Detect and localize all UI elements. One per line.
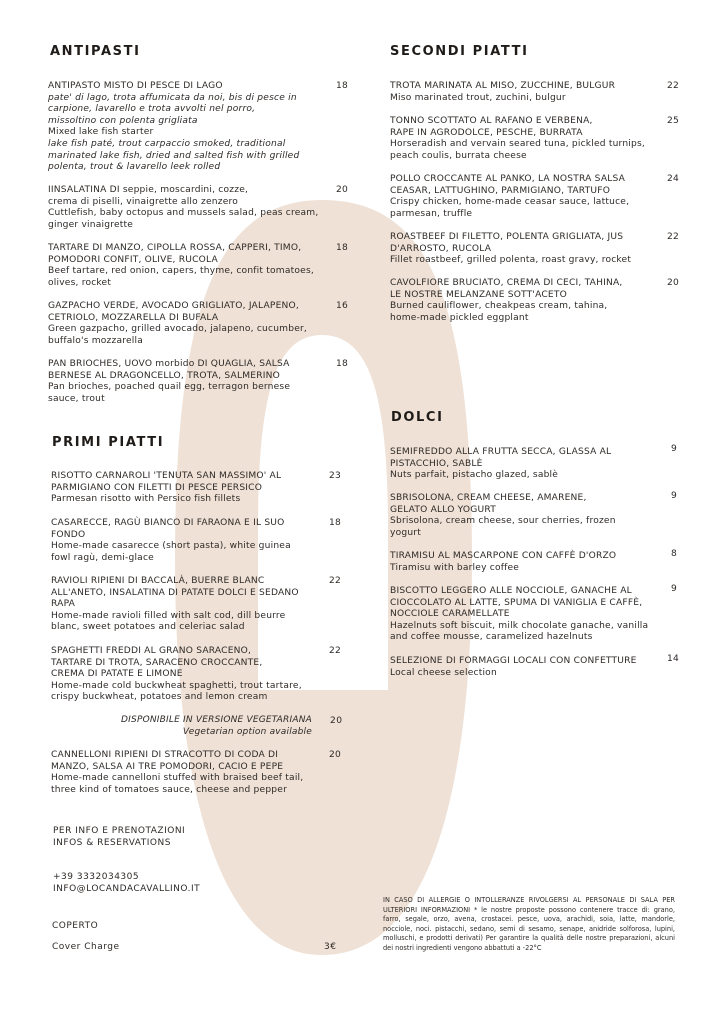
dolci-title: DOLCI xyxy=(391,410,444,425)
dish-price: 9 xyxy=(671,444,677,454)
menu-item xyxy=(51,750,351,796)
secondi-title: SECONDI PIATTI xyxy=(390,44,529,59)
dish-price: 16 xyxy=(336,301,348,311)
dish-description-en: Horseradish and vervain seared tuna, pickled turnips, peach coulis, burrata cheese xyxy=(390,139,646,161)
menu-item xyxy=(48,243,348,289)
dish-description-en: Home-made ravioli filled with salt cod, dill beurre blanc, sweet potatoes and celeriac salad xyxy=(51,610,286,633)
dish-name: RAVIOLI RIPIENI DI BACCALÀ, BUERRE BLANC ALL'ANETO, INSALATINA DI PATATE DOLCI E SEDANO RAPA xyxy=(51,576,299,610)
menu-item xyxy=(48,301,348,347)
reservations-heading-it: PER INFO E PRENOTAZIONI xyxy=(53,826,186,836)
dish-price: 22 xyxy=(329,646,341,656)
dish-name: SPAGHETTI FREDDI AL GRANO SARACENO, TARTARE DI TROTA, SARACENO CROCCANTE, CREMA DI PATATE E LIMONE xyxy=(51,646,263,680)
dish-price: 25 xyxy=(667,116,679,126)
menu-item xyxy=(48,359,348,405)
dish-description-en: Green gazpacho, grilled avocado, jalapeno, cucumber, buffalo's mozzarella xyxy=(48,324,308,346)
dish-name: CANNELLONI RIPIENI DI STRACOTTO DI CODA DI MANZO, SALSA AI TRE POMODORI, CACIO E PEPE xyxy=(51,750,284,772)
vegetarian-note-en: Vegetarian option available xyxy=(182,726,312,737)
dish-name: PAN BRIOCHES, UOVO morbido DI QUAGLIA, SALSA BERNESE AL DRAGONCELLO, TROTA, SALMERINO xyxy=(48,359,290,381)
menu-item xyxy=(390,493,685,539)
dish-description-en: Parmesan risotto with Persico fish fillets xyxy=(51,494,241,505)
dish-name: IINSALATINA DI seppie, moscardini, cozze, xyxy=(48,185,249,195)
dish-name: RISOTTO CARNAROLI 'TENUTA SAN MASSIMO' AL PARMIGIANO CON FILETTI DI PESCE PERSICO xyxy=(51,471,282,493)
menu-item xyxy=(51,471,351,506)
dish-description-en: Home-made cannelloni stuffed with braised beef tail, three kind of tomatoes sauce, cheese and pepper xyxy=(51,773,304,795)
dish-description-it: pate' di lago, trota affumicata da noi, bis di pesce in carpione, lavarello e trota avvolti nel porro, missoltino con polenta grigliata xyxy=(48,92,297,126)
dish-price: 22 xyxy=(667,81,679,91)
dish-description-en: Burned cauliflower, cheakpeas cream, tahina, home-made pickled eggplant xyxy=(390,301,608,323)
dish-description-en: Miso marinated trout, zuchini, bulgur xyxy=(390,92,566,103)
dish-name: TIRAMISU AL MASCARPONE CON CAFFÈ D'ORZO xyxy=(390,551,617,561)
menu-item xyxy=(51,646,351,704)
dish-price: 9 xyxy=(671,491,677,501)
dish-description-en: Sbrisolona, cream cheese, sour cherries, frozen yogurt xyxy=(390,516,616,538)
vegetarian-note xyxy=(95,715,312,738)
menu-item xyxy=(390,444,685,482)
menu-item xyxy=(390,586,685,644)
allergen-note: IN CASO DI ALLERGIE O INTOLLERANZE RIVOLGERSI AL PERSONALE DI SALA PER ULTERIORI INFORMAZIONI * le nostre proposte possono contenere tracce di: grano, farro, segale, orzo, avena, crostacei. pesce, uova, arachidi, soia, latte, mandorle, nocciole, noci. pistacchi, sedano, semi di sesamo, senape, anidride solforosa, lupini, molluschi, e prodotti derivati) Per garantire la qualità delle nostre preparazioni, alcuni dei nostri ingredienti vengono abbattuti a -22°C xyxy=(383,896,675,952)
dish-price: 18 xyxy=(336,81,348,91)
dish-description-en: Home-made casarecce (short pasta), white guinea fowl ragù, demi-glace xyxy=(51,541,291,563)
email-address[interactable]: INFO@LOCANDACAVALLINO.IT xyxy=(53,884,201,894)
dish-price: 22 xyxy=(667,232,679,242)
dish-name: ANTIPASTO MISTO DI PESCE DI LAGO xyxy=(48,81,223,91)
menu-item xyxy=(51,518,351,564)
dish-name: TONNO SCOTTATO AL RAFANO E VERBENA, RAPE IN AGRODOLCE, PESCHE, BURRATA xyxy=(390,116,593,138)
menu-item xyxy=(48,81,348,174)
dish-price: 14 xyxy=(667,654,679,664)
dish-price: 23 xyxy=(329,471,341,481)
dish-price: 20 xyxy=(336,185,348,195)
dish-description-en: Local cheese selection xyxy=(390,667,497,678)
dish-description-en: Beef tartare, red onion, capers, thyme, confit tomatoes, olives, rocket xyxy=(48,266,314,288)
dish-name-en: Mixed lake fish starter xyxy=(48,127,154,138)
dish-description-en: Nuts parfait, pistacho glazed, sablè xyxy=(390,470,559,481)
dish-description-en: Hazelnuts soft biscuit, milk chocolate ganache, vanilla and coffee mousse, caramelized hazelnuts xyxy=(390,620,649,643)
antipasti-title: ANTIPASTI xyxy=(50,44,141,59)
dish-price: 18 xyxy=(336,243,348,253)
vegetarian-note-it: DISPONIBILE IN VERSIONE VEGETARIANA xyxy=(121,715,312,725)
menu-item xyxy=(51,576,351,634)
vegetarian-price: 20 xyxy=(330,716,343,726)
dish-price: 22 xyxy=(329,576,341,586)
dish-name: SBRISOLONA, CREAM CHEESE, AMARENE, GELATO ALLO YOGURT xyxy=(390,493,587,515)
dish-description-it: crema di piselli, vinaigrette allo zenzero xyxy=(48,196,239,207)
menu-item xyxy=(390,81,685,104)
menu-item xyxy=(390,278,685,324)
dish-price: 8 xyxy=(671,549,677,559)
phone-number[interactable]: +39 3332034305 xyxy=(53,872,140,882)
dish-name: BISCOTTO LEGGERO ALLE NOCCIOLE, GANACHE AL CIOCCOLATO AL LATTE, SPUMA DI VANIGLIA E CAFFÈ, NOCCIOLE CARAMELLATE xyxy=(390,586,643,620)
dish-description-en: Tiramisu with barley coffee xyxy=(390,562,520,573)
cover-charge-label: Cover Charge xyxy=(52,942,120,952)
dish-name: SEMIFREDDO ALLA FRUTTA SECCA, GLASSA AL PISTACCHIO, SABLÈ xyxy=(390,447,612,469)
dish-name: POLLO CROCCANTE AL PANKO, LA NOSTRA SALSA CEASAR, LATTUGHINO, PARMIGIANO, TARTUFO xyxy=(390,174,626,196)
dish-description-en: Crispy chicken, home-made ceasar sauce, lattuce, parmesan, truffle xyxy=(390,197,630,219)
dish-description-en: Pan brioches, poached quail egg, terragon bernese sauce, trout xyxy=(48,382,291,404)
coperto-label: COPERTO xyxy=(52,921,99,931)
reservations-info xyxy=(53,825,185,849)
dish-price: 20 xyxy=(667,278,679,288)
menu-item xyxy=(390,551,685,574)
menu-item xyxy=(390,656,685,679)
dish-name: GAZPACHO VERDE, AVOCADO GRIGLIATO, JALAPENO, CETRIOLO, MOZZARELLA DI BUFALA xyxy=(48,301,299,323)
dish-price: 24 xyxy=(667,174,679,184)
menu-item xyxy=(48,185,348,231)
dish-description-en: Fillet roastbeef, grilled polenta, roast gravy, rocket xyxy=(390,255,632,266)
dish-name: TROTA MARINATA AL MISO, ZUCCHINE, BULGUR xyxy=(390,81,616,91)
dish-description-en: Home-made cold buckwheat spaghetti, trout tartare, crispy buckwheat, potatoes and lemon cream xyxy=(51,680,302,703)
dish-name: CAVOLFIORE BRUCIATO, CREMA DI CECI, TAHINA, LE NOSTRE MELANZANE SOTT'ACETO xyxy=(390,278,623,300)
dish-name: TARTARE DI MANZO, CIPOLLA ROSSA, CAPPERI, TIMO, POMODORI CONFIT, OLIVE, RUCOLA xyxy=(48,243,302,265)
dish-price: 18 xyxy=(336,359,348,369)
contact-info xyxy=(53,871,200,895)
dish-price: 9 xyxy=(671,584,677,594)
menu-item xyxy=(390,232,685,267)
menu-item xyxy=(390,174,685,220)
cover-charge-price: 3€ xyxy=(324,942,337,952)
dish-name: ROASTBEEF DI FILETTO, POLENTA GRIGLIATA, JUS D'ARROSTO, RUCOLA xyxy=(390,232,624,254)
reservations-heading-en: INFOS & RESERVATIONS xyxy=(53,838,171,848)
dish-name: SELEZIONE DI FORMAGGI LOCALI CON CONFETTURE xyxy=(390,656,637,666)
menu-item xyxy=(390,116,685,162)
dish-price: 18 xyxy=(329,518,341,528)
primi-title: PRIMI PIATTI xyxy=(52,435,165,450)
dish-name: CASARECCE, RAGÙ BIANCO DI FARAONA E IL SUO FONDO xyxy=(51,518,285,540)
dish-description-en: Cuttlefish, baby octopus and mussels salad, peas cream, ginger vinaigrette xyxy=(48,208,319,230)
dish-description-en: lake fish paté, trout carpaccio smoked, traditional marinated lake fish, dried and salted fish with grilled polenta, trout & lavarello leek rolled xyxy=(48,138,300,173)
dish-price: 20 xyxy=(329,750,341,760)
